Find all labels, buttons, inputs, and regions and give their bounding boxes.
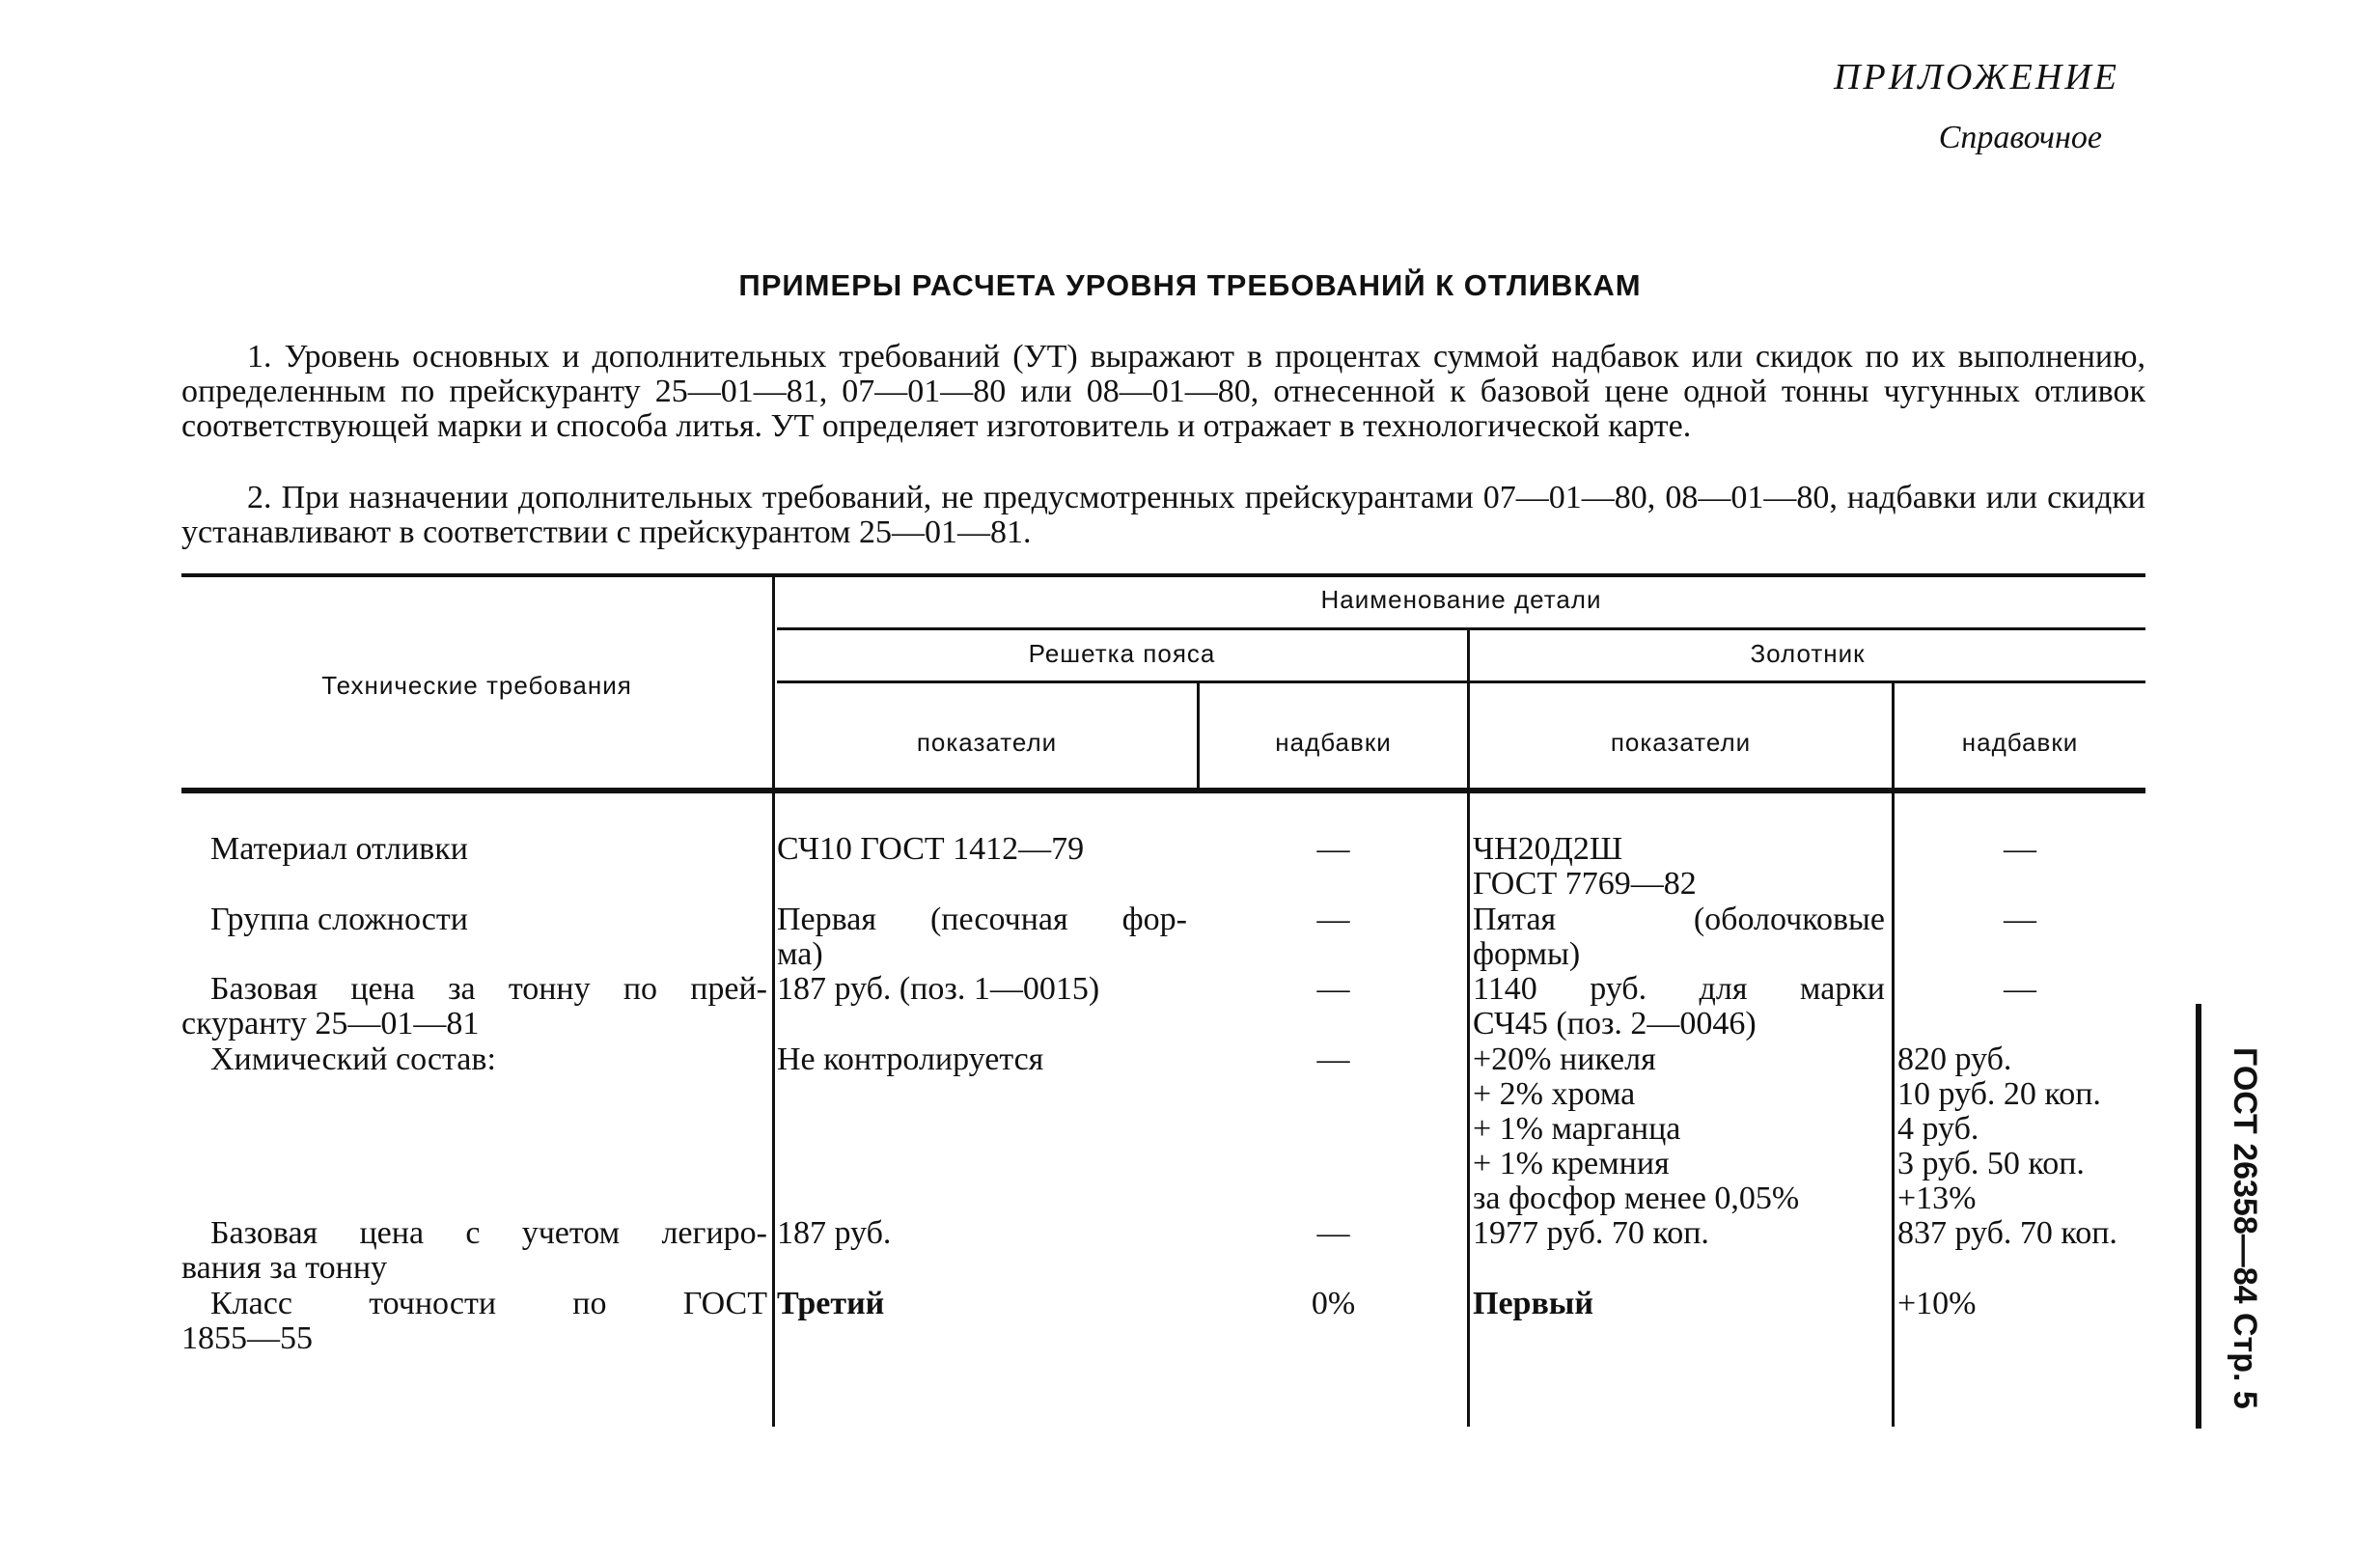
row1-requirement: Материал отливки [210, 831, 468, 867]
header-tech-requirements: Технические требования [321, 671, 632, 700]
paragraph-2: 2. При назначении дополнительных требований, не предусмотренных прейскурантами 07—01—80, 08—01—80, надбавки или скидки устанавливают в соответствии с прейскурантом 25—01—81. [181, 480, 2145, 550]
row3-part2-value-b: СЧ45 (поз. 2—0046) [1473, 1006, 1757, 1041]
row3-requirement-a: Базовая цена за тонну по прей- [210, 971, 767, 1007]
header-surcharges-1: надбавки [1275, 728, 1392, 757]
row6-part2-value: Первый [1473, 1286, 1593, 1321]
header-part2: Золотник [1750, 639, 1866, 668]
row4-part1-surcharge: — [1316, 1041, 1350, 1077]
row2-part1-value-b: ма) [777, 936, 823, 972]
table-top-rule [181, 573, 2145, 577]
header-indicators-2: показатели [1610, 728, 1752, 757]
header-surcharges-2: надбавки [1961, 728, 2079, 757]
col-divider-1 [772, 577, 775, 1427]
header-part1: Решетка пояса [1028, 639, 1216, 668]
row4-part1-value: Не контролируется [777, 1041, 1044, 1077]
row2-part2-value-b: формы) [1473, 936, 1581, 972]
row1-part1-value: СЧ10 ГОСТ 1412—79 [777, 831, 1085, 867]
row4-surcharge-line-5: +13% [1897, 1180, 1977, 1216]
appendix-label: ПРИЛОЖЕНИЕ [1834, 57, 2119, 97]
row5-part2-value: 1977 руб. 70 коп. [1473, 1215, 1709, 1251]
row4-requirement: Химический состав: [210, 1041, 496, 1077]
row5-requirement-a: Базовая цена с учетом легиро- [210, 1215, 767, 1251]
row4-surcharge-line-3: 4 руб. [1897, 1111, 1979, 1147]
row1-part2-value-b: ГОСТ 7769—82 [1473, 866, 1697, 902]
reference-label: Справочное [1938, 120, 2102, 155]
row5-part1-surcharge: — [1316, 1215, 1350, 1251]
header-rule-1 [777, 627, 2145, 630]
row2-part1-surcharge: — [1316, 902, 1350, 937]
row3-part1-surcharge: — [1316, 971, 1350, 1007]
paragraph-1: 1. Уровень основных и дополнительных требований (УТ) выражают в процентах суммой надбавок или скидок по их выполнению, определенным по прейскуранту 25—01—81, 07—01—80 или 08—01—80, отнесенной к базовой цене одной тонны чугунных отливок соответствующей марки и способа литья. УТ определяет изготовитель и отражает в технологической карте. [181, 339, 2145, 444]
row6-requirement-b: 1855—55 [181, 1320, 313, 1356]
row4-part2-line-5: за фосфор менее 0,05% [1473, 1180, 1800, 1216]
row3-part2-surcharge: — [2004, 971, 2036, 1007]
row5-part1-value: 187 руб. [777, 1215, 892, 1251]
row6-part1-surcharge: 0% [1311, 1286, 1356, 1321]
row2-part1-value-a: Первая (песочная фор- [777, 902, 1187, 937]
row4-surcharge-line-4: 3 руб. 50 коп. [1897, 1146, 2085, 1181]
row2-part2-surcharge: — [2004, 902, 2036, 937]
row3-part2-value-a: 1140 руб. для марки [1473, 971, 1885, 1007]
row4-part2-line-2: + 2% хрома [1473, 1076, 1636, 1112]
row4-surcharge-line-2: 10 руб. 20 коп. [1897, 1076, 2101, 1112]
row5-requirement-b: вания за тонну [181, 1250, 388, 1286]
row1-part1-surcharge: — [1316, 831, 1350, 867]
header-indicators-1: показатели [916, 728, 1058, 757]
row4-part2-line-3: + 1% марганца [1473, 1111, 1681, 1147]
row2-requirement: Группа сложности [210, 902, 468, 937]
row6-part2-surcharge: +10% [1897, 1286, 1977, 1321]
row1-part2-value-a: ЧН20Д2Ш [1473, 831, 1623, 867]
row4-surcharge-line-1: 820 руб. [1897, 1041, 2012, 1077]
row6-part1-value: Третий [777, 1286, 885, 1321]
col-divider-4 [1892, 683, 1895, 1427]
side-standard-label: ГОСТ 26358—84 Стр. 5 [2227, 1047, 2263, 1409]
row6-requirement-a: Класс точности по ГОСТ [210, 1286, 767, 1321]
row3-part1-value: 187 руб. (поз. 1—0015) [777, 971, 1100, 1007]
row3-requirement-b: скуранту 25—01—81 [181, 1006, 480, 1041]
row1-part2-surcharge: — [2004, 831, 2036, 867]
row4-part2-line-1: +20% никеля [1473, 1041, 1656, 1077]
row5-part2-surcharge: 837 руб. 70 коп. [1897, 1215, 2117, 1251]
header-bottom-rule [181, 788, 2145, 793]
row2-part2-value-a: Пятая (оболочковые [1473, 902, 1885, 937]
header-rule-2 [777, 680, 2145, 683]
header-part-name: Наименование детали [1320, 585, 1602, 614]
page-title: ПРИМЕРЫ РАСЧЕТА УРОВНЯ ТРЕБОВАНИЙ К ОТЛИВКАМ [738, 268, 1642, 302]
row4-part2-line-4: + 1% кремния [1473, 1146, 1670, 1181]
